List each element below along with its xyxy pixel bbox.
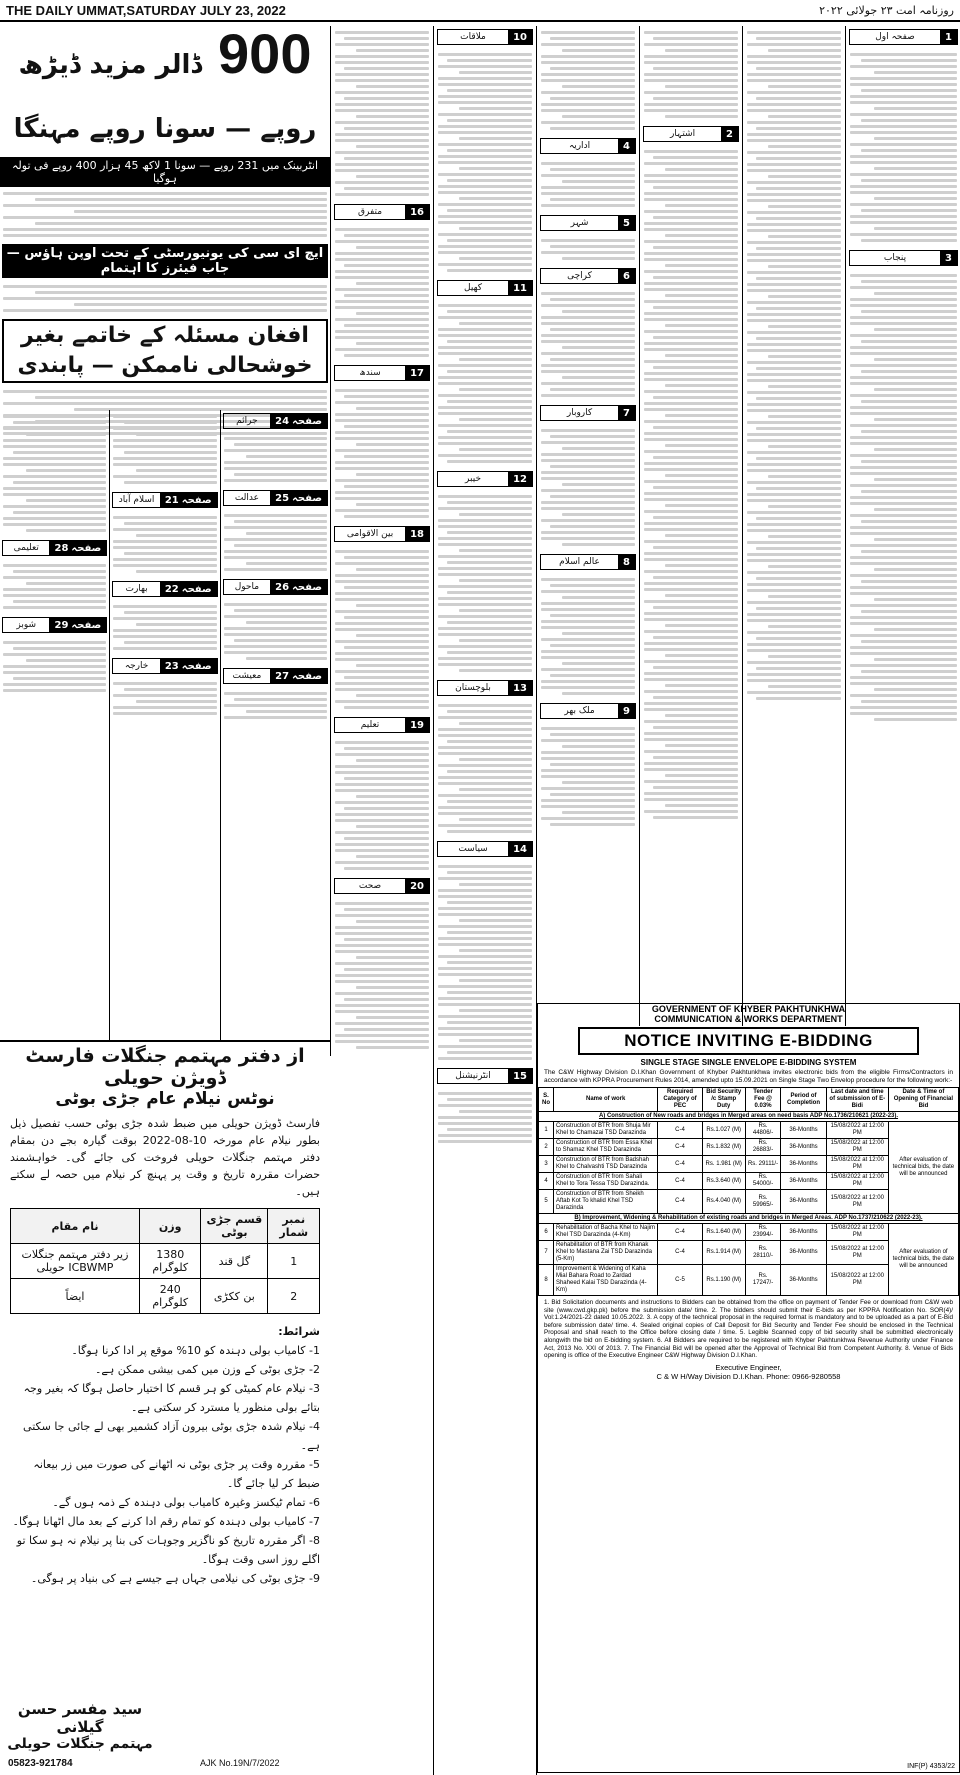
- notice-phone: 05823-921784: [8, 1758, 73, 1769]
- page-tag: 4 اداریہ: [540, 138, 636, 154]
- page-tag: صفحہ 26 ماحول: [223, 579, 328, 595]
- story-boxed-headline: افغان مسئلہ کے خاتمے بغیر خوشحالی ناممکن — پابندی: [2, 319, 328, 383]
- notice-subtitle: نوٹس نیلام عام جڑی بوٹی: [55, 1089, 275, 1109]
- notice-th: نمبر شمار: [268, 1209, 320, 1244]
- eb-intro: The C&W Highway Division D.I.Khan Government of Khyber Pakhtunkhwa invites electronic bids from the eligible Firms/Contractors in accordance with KPPRA Procurement Rules 2014, amended upto 15.09.2021 on Single Stage Two Envelop procedure for the following work:-: [544, 1069, 953, 1084]
- page-tag: صفحہ 29 شوبز: [2, 617, 107, 633]
- page-tag: 18 بین الاقوامی: [334, 526, 430, 542]
- eb-row: 7 Rehabilitation of BTR from Khanak Khel to Mastana Zai TSD Darazinda (5-Km) C-4 Rs.1.914 (M) Rs. 28110/- 36-Months 15/08/2022 at 12:00 PM: [539, 1241, 959, 1265]
- lead-story: [0, 26, 330, 436]
- notice-signature: سید مفسر حسن گیلانی مہتمم جنگلات حویلی: [7, 1700, 153, 1752]
- page-tag: 20 صحت: [334, 878, 430, 894]
- notice-row: 1 گل قند 1380 کلوگرام زیر دفتر مہتمم جنگلات ICBWMP حویلی: [10, 1244, 319, 1279]
- notice-table: [10, 1208, 320, 1314]
- condition-item: 5- مقررہ وقت پر جڑی بوٹی نہ اٹھانے کی صورت میں زر بیعانہ ضبط کر لیا جائے گا۔: [33, 1458, 320, 1490]
- page-tag: صفحہ 24 جرائم: [223, 413, 328, 429]
- page-tag: 7 کاروبار: [540, 405, 636, 421]
- eb-sign-2: C & W H/Way Division D.I.Khan. Phone: 0966-9280558: [656, 1371, 841, 1381]
- middle-column-2: [435, 26, 535, 1775]
- page-tag: 9 ملک بھر: [540, 703, 636, 719]
- page-tag: صفحہ 27 معیشت: [223, 668, 328, 684]
- page-tag: 19 تعلیم: [334, 717, 430, 733]
- page-tag: 13 بلوچستان: [437, 680, 533, 696]
- notice-paragraph: فارسٹ ڈویژن حویلی میں ضبط شدہ جڑی بوٹی حسب تفصیل ذیل بطور نیلام عام مورخہ 10-08-2022 بوقت گیارہ بجے دن بمقام دفتر مہتمم جنگلات حویلی فروخت کی جائے گی۔ خواہشمند حضرات مقررہ تاریخ و وقت پر پہنچ کر نیلام میں حصہ لے سکتے ہیں۔: [10, 1117, 320, 1198]
- notice-title: از دفتر مہتمم جنگلات فارسٹ ڈویژن حویلی: [25, 1045, 305, 1089]
- eb-row: 5 Construction of BTR from Sheikh Aftab Kot To khalid Khel TSD Darazinda C-4 Rs.4.040 (M) Rs. 59965/- 36-Months 15/08/2022 at 12:00 PM: [539, 1190, 959, 1214]
- eb-dept: COMMUNICATION & WORKS DEPARTMENT: [654, 1014, 843, 1024]
- eb-opening-note: After evaluation of technical bids, the date will be announced: [888, 1224, 958, 1296]
- eb-row: 3 Construction of BTR from Badshah Khel to Chalvashti TSD Darazinda C-4 Rs. 1.981 (M) Rs. 29111/- 36-Months 15/08/2022 at 12:00 PM: [539, 1156, 959, 1173]
- left-columns: [0, 410, 330, 1040]
- lead-subheadline: انٹربینک میں 231 روپے — سونا 1 لاکھ 45 ہزار 400 روپے فی تولہ ہوگیا: [0, 157, 330, 187]
- condition-item: 6- تمام ٹیکسز وغیرہ کامیاب بولی دہندہ کے ذمہ ہوں گے۔: [52, 1496, 320, 1509]
- page-tag: صفحہ 21 اسلام آباد: [112, 492, 217, 508]
- masthead-urdu: روزنامہ امت ۲۳ جولائی ۲۰۲۲: [819, 3, 954, 17]
- masthead-english: THE DAILY UMMAT,SATURDAY JULY 23, 2022: [6, 2, 286, 18]
- condition-item: 4- نیلام شدہ جڑی بوٹی بیرون آزاد کشمیر بھی لے جائی جا سکتی ہے۔: [23, 1420, 320, 1452]
- right-column-3: [744, 26, 844, 1026]
- eb-section: A) Construction of New roads and bridges in Merged areas on need basis ADP No.1736/210621 (2022-23).: [539, 1112, 959, 1122]
- eb-section: B) Improvement, Widening & Rehabilitation of existing roads and bridges in Merged Areas. ADP No.1737/210622 (2022-23).: [539, 1214, 959, 1224]
- ebidding-notice: [537, 1003, 960, 1773]
- page-tag: 15 انٹرنیشنل: [437, 1068, 533, 1084]
- condition-item: 1- کامیاب بولی دہندہ کو 10% موقع پر ادا کرنا ہوگا۔: [71, 1344, 320, 1357]
- right-column-4: [847, 26, 960, 1026]
- eb-row: 2 Construction of BTR from Essa Khel to Shamaz Khel TSD Darazinda C-4 Rs.1.832 (M) Rs. 26883/- 36-Months 15/08/2022 at 12:00 PM: [539, 1139, 959, 1156]
- lead-headline: [0, 26, 330, 157]
- lead-headline-number: 900: [218, 26, 312, 85]
- notice-th: قسم جڑی بوٹی: [201, 1209, 268, 1244]
- eb-row: 6 Rehabilitation of Bacha Khel to Najim Khel TSD Darazinda (4-Km) C-4 Rs.1.640 (M) Rs. 23994/- 36-Months 15/08/2022 at 12:00 PM After evaluation of technical bids, the date will be announced: [539, 1224, 959, 1241]
- page-tag: 17 سندھ: [334, 365, 430, 381]
- page-tag: 10 ملاقات: [437, 29, 533, 45]
- eb-gov: GOVERNMENT OF KHYBER PAKHTUNKHWA: [651, 1004, 846, 1014]
- page-tag: 8 عالم اسلام: [540, 554, 636, 570]
- condition-item: 2- جڑی بوٹی کے وزن میں کمی بیشی ممکن ہے۔: [94, 1363, 320, 1376]
- page-tag: 6 کراچی: [540, 268, 636, 284]
- notice-ref: AJK No.19N/7/2022: [200, 1758, 280, 1768]
- page-tag: صفحہ 22 بھارت: [112, 581, 217, 597]
- condition-item: 3- نیلام عام کمیٹی کو ہر قسم کا اختیار حاصل ہوگا کہ بغیر وجہ بتائے بولی منظور یا مسترد کر سکتی ہے۔: [23, 1382, 320, 1414]
- lead-body: [0, 187, 330, 242]
- notice-conditions: شرائط: 1- کامیاب بولی دہندہ کو 10% موقع پر ادا کرنا ہوگا۔ 2- جڑی بوٹی کے وزن میں کمی بیشی ممکن ہے۔ 3- نیلام عام کمیٹی کو ہر قسم کا اختیار حاصل ہوگا کہ بغیر وجہ بتائے بولی منظور یا مسترد کر سکتی ہے۔ 4- نیلام شدہ جڑی بوٹی بیرون آزاد کشمیر بھی لے جائی جا سکتی ہے۔ 5- مقررہ وقت پر جڑی بوٹی نہ اٹھانے کی صورت میں زر بیعانہ ضبط کر لیا جائے گا۔ 6- تمام ٹیکسز وغیرہ کامیاب بولی دہندہ کے ذمہ ہوں گے۔ 7- کامیاب بولی دہندہ کو تمام رقم ادا کرنے کے بعد مال اٹھانا ہوگا۔ 8- اگر مقررہ تاریخ کو ناگزیر وجوہات کی بنا پر نیلام نہ ہو سکا تو اگلے روز اسی وقت ہوگا۔ 9- جڑی بوٹی کی نیلامی جہاں ہے جیسے ہے کی بنیاد پر ہوگی۔: [0, 1322, 330, 1588]
- right-column-2: [641, 26, 741, 1026]
- page-tag: 16 متفرق: [334, 204, 430, 220]
- page-tag: 5 شہر: [540, 215, 636, 231]
- page-tag: 12 خیبر: [437, 471, 533, 487]
- auction-notice: [0, 1045, 330, 1770]
- eb-row: 4 Construction of BTR from Sahali Khel to Tora Tessa TSD Darazinda. C-4 Rs.3.640 (M) Rs. 54000/- 36-Months 15/08/2022 at 12:00 PM: [539, 1173, 959, 1190]
- page-tag: صفحہ 23 خارجہ: [112, 658, 217, 674]
- page-tag: صفحہ 25 عدالت: [223, 490, 328, 506]
- notice-th: نام مقام: [10, 1209, 139, 1244]
- middle-column-1: [332, 26, 432, 1775]
- page-tag: 2 اشتہار: [643, 126, 739, 142]
- notice-th: وزن: [140, 1209, 201, 1244]
- condition-item: 8- اگر مقررہ تاریخ کو ناگزیر وجوہات کی بنا پر نیلام نہ ہو سکا تو اگلے روز اسی وقت ہوگا۔: [16, 1534, 320, 1566]
- page-tag: 3 پنجاب: [849, 250, 958, 266]
- lead-headline-text: ڈالر مزید ڈیڑھ روپے — سونا روپے مہنگا: [13, 50, 317, 144]
- eb-code: INF(P) 4353/22: [907, 1763, 955, 1770]
- eb-opening-note: After evaluation of technical bids, the date will be announced: [888, 1122, 958, 1214]
- right-column-1: [538, 26, 638, 1026]
- condition-item: 7- کامیاب بولی دہندہ کو تمام رقم ادا کرنے کے بعد مال اٹھانا ہوگا۔: [12, 1515, 320, 1528]
- eb-sign-1: Executive Engineer,: [715, 1362, 782, 1372]
- story-inverted-headline: ایچ ای سی کی یونیورسٹی کے تحت اوپن ہاؤس — جاب فیئرز کا اہتمام: [2, 244, 328, 278]
- eb-row: 8 Improvement & Widening of Kaha Mial Bahara Road to Zardad Shaheed Kalai TSD Darazinda (4-Km) C-5 Rs.1.190 (M) Rs. 17247/- 36-Months 15/08/2022 at 12:00 PM: [539, 1265, 959, 1296]
- condition-item: 9- جڑی بوٹی کی نیلامی جہاں ہے جیسے ہے کی بنیاد پر ہوگی۔: [30, 1572, 320, 1585]
- page-tag: 11 کھیل: [437, 280, 533, 296]
- eb-terms: 1. Bid Solicitation documents and instructions to Bidders can be obtained from the office on payment of Tender Fee or download from C&W web site (www.cwd.gkp.pk) before the submission date/ time. 2. The bidders should submit their E-bids as per KPPRA Notification No. SOR(4)/ Vol:1.24/2021-22 dated 10.05.2022. 3. A copy of the technical proposal in the required format is mandatory and to be uploaded as a part of E-Bid before submission date/ time. 4. Sealed original copies of Call Deposit for Bid Security and Tender Fee should be enclosed in the Technical Proposal and shall reach to the Office before closing date / time. 5. Legible Scanned copy of bid security shall be submitted electronically alongwith the bid on E-bidding system. 6. All Bidders are required to be registered with Khyber Pakhtunkhwa Revenue Authority under Finance Act, 2013 No. XXI of 2013. 7. The Financial Bid will be opened after the Approval of Technical Bid from Competent Authority. 8. Venue of Bids opening is office of the Executive Engineer C&W Highway Division D.I.Khan.: [544, 1299, 953, 1360]
- eb-title: NOTICE INVITING E-BIDDING: [578, 1027, 919, 1055]
- eb-system: SINGLE STAGE SINGLE ENVELOPE E-BIDDING SYSTEM: [640, 1058, 857, 1067]
- eb-row: 1 Construction of BTR from Shuja Mir Khel to Chamazai TSD Darazinda C-4 Rs.1.027 (M) Rs. 44806/- 36-Months 15/08/2022 at 12:00 PM After evaluation of technical bids, the date will be announced: [539, 1122, 959, 1139]
- masthead: [0, 0, 960, 22]
- page-tag: 1 صفحہ اول: [849, 29, 958, 45]
- page-tag: 14 سیاست: [437, 841, 533, 857]
- notice-row: 2 بن ککڑی 240 کلوگرام ایضاً: [10, 1279, 319, 1314]
- eb-table: S. No Name of work Required Category of PEC Bid Security /c Stamp Duty Tender Fee @ 0.03% Period of Completion Last date and time of submission of E-Bidi Date & Time of Opening of Financial Bid A) Construction of New roads and bridges in Merged areas on need basis ADP No.1736/210621 (2022-23). 1 Construction of BTR from Shuja Mir Khel to Chamazai TSD Darazinda C-4 Rs.1.027 (M) Rs. 44806/- 36-Months 15/08/2022 at 12:00 PM After evaluation of technical bids, the date will be announced 2 Construction of BTR from Essa Khel to Shamaz Khel TSD Darazinda C-4 Rs.1.832 (M) Rs. 26883/- 36-Months 15/08/2022 at 12:00 PM 3 Construction of BTR from Badshah Khel to Chalvashti TSD Darazinda C-4 Rs. 1.981 (M) Rs. 29111/- 36-Months 15/08/2022 at 12:00 PM 4 Construction of BTR from Sahali Khel to Tora Tessa TSD Darazinda. C-4 Rs.3.640 (M) Rs. 54000/- 36-Months 15/08/2022 at 12:00 PM 5 Construction of BTR from Sheikh Aftab Kot To khalid Khel TSD Darazinda C-4 Rs.4.040 (M) Rs. 59965/- 36-Months 15/08/2022 at 12:00 PM B) Improvement, Widening & Rehabilitation of existing roads and bridges in Merged Areas. ADP No.1737/210622 (2022-23). 6 Rehabilitation of Bacha Khel to Najim Khel TSD Darazinda (4-Km) C-4 Rs.1.640 (M) Rs. 23994/- 36-Months 15/08/2022 at 12:00 PM After evaluation of technical bids, the date will be announced 7 Rehabilitation of BTR from Khanak Khel to Mastana Zai TSD Darazinda (5-Km) C-4 Rs.1.914 (M) Rs. 28110/- 36-Months 15/08/2022 at 12:00 PM 8 Improvement & Widening of Kaha Mial Bahara Road to Zardad Shaheed Kalai TSD Darazinda (4-Km) C-5 Rs.1.190 (M) Rs. 17247/- 36-Months 15/08/2022 at 12:00 PM: [538, 1087, 959, 1296]
- page-tag: صفحہ 28 تعلیمی: [2, 540, 107, 556]
